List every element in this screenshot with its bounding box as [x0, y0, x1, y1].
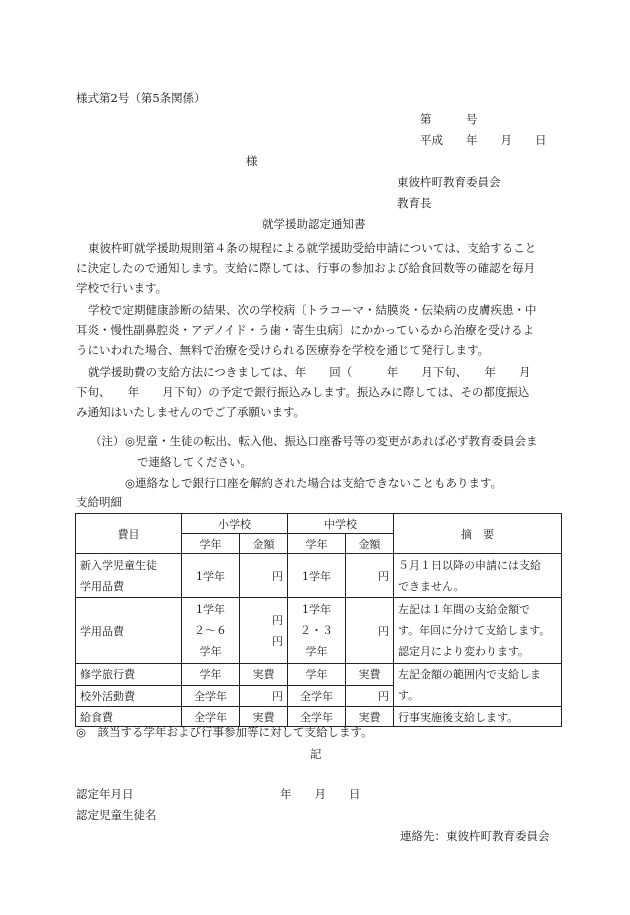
paragraph-2-line: うにいわれた場合、無料で治療を受けられる医療券を学校を通じて発行します。	[76, 343, 490, 357]
row-elementary-grade: 全学年	[182, 685, 240, 707]
certification-date-value: 年 月 日	[280, 787, 361, 801]
row-junior-high-grade: 全学年	[288, 685, 346, 707]
row-item: 校外活動費	[76, 685, 182, 707]
row-elementary-amount: 実費	[240, 707, 288, 727]
row-item: 新入学児童生徒 学用品費	[76, 554, 182, 598]
paragraph-1-line: に決定したので通知します。支給に際しては、行事の参加および給食回数等の確認を毎月	[76, 261, 536, 275]
row-junior-high-amount: 円	[346, 554, 394, 598]
row-item: 修学旅行費	[76, 664, 182, 686]
paragraph-1	[76, 238, 561, 298]
row-elementary-grade: 1学年 ２～６ 学年	[182, 598, 240, 664]
table-row	[76, 554, 562, 598]
row-item: 学用品費	[76, 598, 182, 664]
row-elementary-grade: 1学年	[182, 554, 240, 598]
header-junior-high-grade: 学年	[288, 534, 346, 554]
header-summary: 摘 要	[394, 514, 562, 554]
header-elementary: 小学校	[182, 514, 288, 534]
table-row	[76, 598, 562, 664]
document-title: 就学援助認定通知書	[262, 217, 366, 231]
paragraph-2-line: 耳炎・慢性副鼻腔炎・アデノイド・う歯・寄生虫病〕にかかっているから治療を受けるよ	[76, 323, 535, 337]
paragraph-1-line: 学校で行います。	[76, 281, 168, 295]
row-elementary-grade: 全学年	[182, 707, 240, 727]
row-item: 給食費	[76, 707, 182, 727]
row-elementary-grade: 学年	[182, 664, 240, 686]
row-elementary-amount: 円	[240, 554, 288, 598]
row-summary: 左記は１年間の支給金額で す。年回に分けて支給します。 認定月により変わります。	[394, 598, 562, 664]
recipient-suffix: 様	[246, 154, 258, 168]
header-item: 費目	[76, 514, 182, 554]
header-junior-high-amount: 金額	[346, 534, 394, 554]
student-name-label: 認定児童生徒名	[76, 808, 157, 822]
paragraph-2	[76, 300, 561, 360]
row-summary: 行事実施後支給します。	[394, 707, 562, 727]
certification-date-label: 認定年月日	[76, 787, 134, 801]
header-elementary-amount: 金額	[240, 534, 288, 554]
issuer-organization: 東彼杵町教育委員会	[397, 175, 501, 189]
header-junior-high: 中学校	[288, 514, 394, 534]
row-junior-high-grade: 全学年	[288, 707, 346, 727]
row-junior-high-amount: 実費	[346, 707, 394, 727]
paragraph-3-line: 下旬、 年 月下旬）の予定で銀行振込みします。振込みに際しては、その都度振込	[76, 385, 530, 399]
contact-info: 連絡先：東彼杵町教育委員会	[400, 829, 550, 843]
note-1-line-2: で連絡してください。	[137, 455, 252, 469]
row-summary: ５月１日以降の申請には支給 できません。	[394, 554, 562, 598]
note-1-line-1: ◎児童・生徒の転出、転入他、振込口座番号等の変更があれば必ず教育委員会ま	[125, 434, 538, 448]
row-junior-high-amount: 実費	[346, 664, 394, 686]
ki-marker: 記	[310, 747, 322, 761]
paragraph-3	[76, 362, 561, 422]
header-elementary-grade: 学年	[182, 534, 240, 554]
payment-details-table	[75, 513, 562, 727]
paragraph-1-line: 東彼杵町就学援助規則第４条の規程による就学援助受給申請については、支給すること	[88, 241, 537, 255]
row-junior-high-grade: 1学年	[288, 554, 346, 598]
row-junior-high-grade: 1学年 ２・３ 学年	[288, 598, 346, 664]
form-id: 様式第2号（第5条関係）	[76, 91, 206, 105]
row-elementary-amount: 円 円	[240, 598, 288, 664]
paragraph-3-line: 就学援助費の支給方法につきましては、年 回（ 年 月下旬、 年 月	[88, 365, 531, 379]
row-elementary-amount: 円	[240, 685, 288, 707]
table-row	[76, 664, 562, 686]
paragraph-2-line: 学校で定期健康診断の結果、次の学校病〔トラコーマ・結膜炎・伝染病の皮膚疾患・中	[88, 303, 537, 317]
row-junior-high-amount: 円	[346, 685, 394, 707]
paragraph-3-line: み通知はいたしませんのでご了承願います。	[76, 405, 306, 419]
row-junior-high-grade: 学年	[288, 664, 346, 686]
note-2: ◎連絡なしで銀行口座を解約された場合は支給できないこともあります。	[125, 476, 503, 490]
issuer-title: 教育長	[397, 196, 432, 210]
table-footnote: ◎ 該当する学年および行事参加等に対して支給します。	[76, 725, 373, 739]
note-label: （注）	[90, 434, 125, 448]
table-caption: 支給明細	[76, 495, 122, 509]
document-number: 第 号	[420, 112, 478, 126]
issue-date: 平成 年 月 日	[420, 133, 547, 147]
row-elementary-amount: 実費	[240, 664, 288, 686]
row-summary: 左記金額の範囲内で支給しま す。	[394, 664, 562, 707]
row-junior-high-amount: 円	[346, 598, 394, 664]
